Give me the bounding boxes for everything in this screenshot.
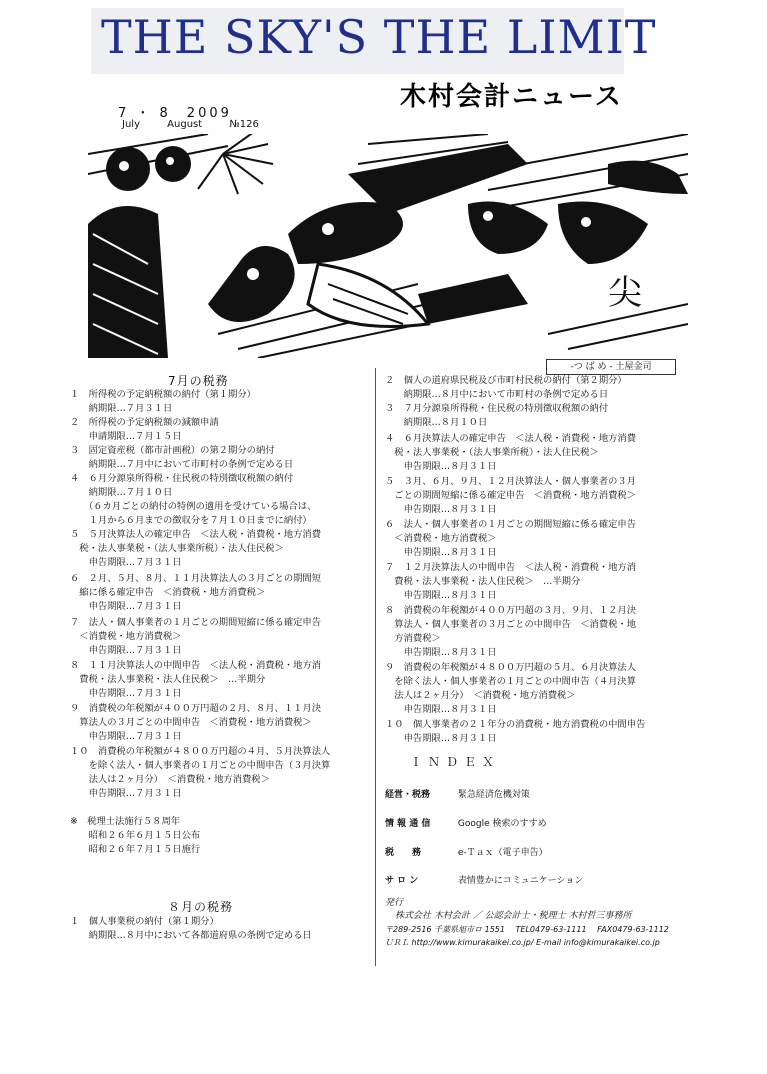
august-line: ６ 法人・個人事業者の１月ごとの期間短縮に係る確定申告 bbox=[385, 519, 637, 530]
august-line: １０ 個人事業者の２１年分の消費税・地方消費税の中間申告 bbox=[385, 719, 646, 730]
august-line: ＜消費税・地方消費税＞ bbox=[385, 533, 497, 544]
august-line: ３ ７月分源泉所得税・住民税の特別徴収税額の納付 bbox=[385, 403, 609, 414]
anniversary-note: ※ 税理士法施行５８周年 bbox=[70, 816, 181, 827]
july-line: １月から６月までの徴収分を７月１０日までに納付） bbox=[70, 515, 312, 526]
issue-months: July August №126 bbox=[122, 119, 259, 130]
publisher-label: 発行 bbox=[385, 898, 404, 908]
august-line: 納期限…８月１０日 bbox=[385, 417, 488, 428]
july-line: 費税・法人事業税・法人住民税＞ …半期分 bbox=[70, 674, 266, 685]
july-line: ９ 消費税の年税額が４００万円超の２月、８月、１１月決 bbox=[70, 703, 322, 714]
august-line: ９ 消費税の年税額が４８００万円超の５月、６月決算法人 bbox=[385, 662, 637, 673]
july-line: ８ １１月決算法人の中間申告 ＜法人税・消費税・地方消 bbox=[70, 660, 322, 671]
august-line: 税・法人事業税・（法人事業所税）・法人住民税＞ bbox=[385, 447, 599, 458]
index-topic: e-Ｔａｘ（電子申告） bbox=[457, 848, 548, 858]
august-line: 算法人・個人事業者の３月ごとの中間申告 ＜消費税・地 bbox=[385, 619, 637, 630]
july-line: 納期限…７月１０日 bbox=[70, 487, 173, 498]
publisher-footer bbox=[385, 897, 669, 949]
publisher-address: 〒289-2516 千葉県旭市ロ 1551 TEL0479-63-1111 FAX0479-63-1112 bbox=[385, 925, 669, 934]
august-line: ７ １２月決算法人の中間申告 ＜法人税・消費税・地方消 bbox=[385, 562, 637, 573]
august-line: １ 個人事業税の納付（第１期分） bbox=[70, 916, 219, 927]
svg-text:尖: 尖 bbox=[608, 273, 642, 313]
column-divider bbox=[375, 368, 376, 966]
august-line: ４ ６月決算法人の確定申告 ＜法人税・消費税・地方消費 bbox=[385, 433, 637, 444]
july-line: 申請期限…７月１５日 bbox=[70, 431, 182, 442]
masthead-title: THE SKY'S THE LIMIT bbox=[101, 10, 657, 64]
index-heading: ＩＮＤＥＸ bbox=[410, 755, 501, 769]
august-line: 申告期限…８月３１日 bbox=[385, 647, 497, 658]
anniversary-note: 昭和２６年６月１５日公布 bbox=[70, 830, 201, 841]
july-line: 縮に係る確定申告 ＜消費税・地方消費税＞ bbox=[70, 587, 266, 598]
illustration-caption: -つ ば め - 土屋金司 bbox=[546, 359, 676, 375]
july-line: 納期限…７月中において市町村の条例で定める日 bbox=[70, 459, 294, 470]
july-line: ４ ６月分源泉所得税・住民税の特別徴収税額の納付 bbox=[70, 473, 294, 484]
index-category: 税 務 bbox=[385, 848, 422, 858]
july-line: ６ ２月、５月、８月、１１月決算法人の３月ごとの期間短 bbox=[70, 573, 322, 584]
july-line: 税・法人事業税・（法人事業所税）・法人住民税＞ bbox=[70, 543, 284, 554]
august-line: 申告期限…８月３１日 bbox=[385, 704, 497, 715]
august-line: 申告期限…８月３１日 bbox=[385, 461, 497, 472]
august-line: を除く法人・個人事業者の１月ごとの中間申告（４月決算 bbox=[385, 676, 637, 687]
august-line: ５ ３月、６月、９月、１２月決算法人・個人事業者の３月 bbox=[385, 476, 637, 487]
july-line: １ 所得税の予定納税額の納付（第１期分） bbox=[70, 389, 256, 400]
publisher-company: 株式会社 木村会計 ／ 公認会計士・税理士 木村哲三事務所 bbox=[395, 911, 632, 921]
newsletter-name: 木村会計ニュース bbox=[400, 82, 623, 112]
index-category: 経営・税務 bbox=[385, 790, 431, 800]
august-tax-heading: ８月の税務 bbox=[168, 900, 234, 914]
august-line: 申告期限…８月３１日 bbox=[385, 590, 497, 601]
july-line: 法人は２ヶ月分） ＜消費税・地方消費税＞ bbox=[70, 774, 270, 785]
july-line: ２ 所得税の予定納税額の減額申請 bbox=[70, 417, 219, 428]
july-line: １０ 消費税の年税額が４８００万円超の４月、５月決算法人 bbox=[70, 746, 331, 757]
july-line: を除く法人・個人事業者の１月ごとの中間申告（３月決算 bbox=[70, 760, 331, 771]
july-line: 申告期限…７月３１日 bbox=[70, 688, 182, 699]
august-line: 申告期限…８月３１日 bbox=[385, 547, 497, 558]
august-line: 納期限…８月中において各都道府県の条例で定める日 bbox=[70, 930, 312, 941]
publisher-url[interactable]: ＵＲＬ http://www.kimurakaikei.co.jp/ E-mail info@kimurakaikei.co.jp bbox=[385, 938, 660, 947]
anniversary-note: 昭和２６年７月１５日施行 bbox=[70, 844, 201, 855]
index-category: 情 報 通 信 bbox=[385, 819, 431, 829]
july-line: 納期限…７月３１日 bbox=[70, 403, 173, 414]
left-column bbox=[70, 0, 375, 1074]
july-line: ＜消費税・地方消費税＞ bbox=[70, 631, 182, 642]
index-row bbox=[385, 787, 530, 800]
july-line: 申告期限…７月３１日 bbox=[70, 557, 182, 568]
july-line: 申告期限…７月３１日 bbox=[70, 645, 182, 656]
july-line: ５ ５月決算法人の確定申告 ＜法人税・消費税・地方消費 bbox=[70, 529, 322, 540]
july-line: 算法人の３月ごとの中間申告 ＜消費税・地方消費税＞ bbox=[70, 717, 312, 728]
july-line: ３ 固定資産税（都市計画税）の第２期分の納付 bbox=[70, 445, 275, 456]
index-topic: 緊急経済危機対策 bbox=[457, 790, 530, 800]
august-line: 方消費税＞ bbox=[385, 633, 441, 644]
july-line: 申告期限…７月３１日 bbox=[70, 788, 182, 799]
index-row bbox=[385, 845, 548, 858]
august-line: ８ 消費税の年税額が４００万円超の３月、９月、１２月決 bbox=[385, 605, 637, 616]
index-row bbox=[385, 816, 547, 829]
index-topic: Google 検索のすすめ bbox=[457, 819, 547, 829]
august-line: 申告期限…８月３１日 bbox=[385, 733, 497, 744]
july-line: 申告期限…７月３１日 bbox=[70, 731, 182, 742]
august-line: ２ 個人の道府県民税及び市町村民税の納付（第２期分） bbox=[385, 375, 627, 386]
august-line: ごとの期間短縮に係る確定申告 ＜消費税・地方消費税＞ bbox=[385, 490, 637, 501]
july-line: ７ 法人・個人事業者の１月ごとの期間短縮に係る確定申告 bbox=[70, 617, 322, 628]
august-line: 申告期限…８月３１日 bbox=[385, 504, 497, 515]
august-line: 納期限…８月中において市町村の条例で定める日 bbox=[385, 389, 609, 400]
index-row bbox=[385, 873, 583, 886]
issue-date: 7 ・ 8 2009 bbox=[118, 106, 232, 121]
july-line: 申告期限…７月３１日 bbox=[70, 601, 182, 612]
august-line: 費税・法人事業税・法人住民税＞ …半期分 bbox=[385, 576, 581, 587]
august-line: 法人は２ヶ月分） ＜消費税・地方消費税＞ bbox=[385, 690, 576, 701]
index-category: サ ロ ン bbox=[385, 876, 419, 886]
july-line: （６カ月ごとの納付の特例の適用を受けている場合は、 bbox=[70, 501, 317, 512]
july-tax-heading: 7月の税務 bbox=[168, 374, 229, 388]
index-topic: 表情豊かにコミュニケーション bbox=[457, 876, 584, 886]
